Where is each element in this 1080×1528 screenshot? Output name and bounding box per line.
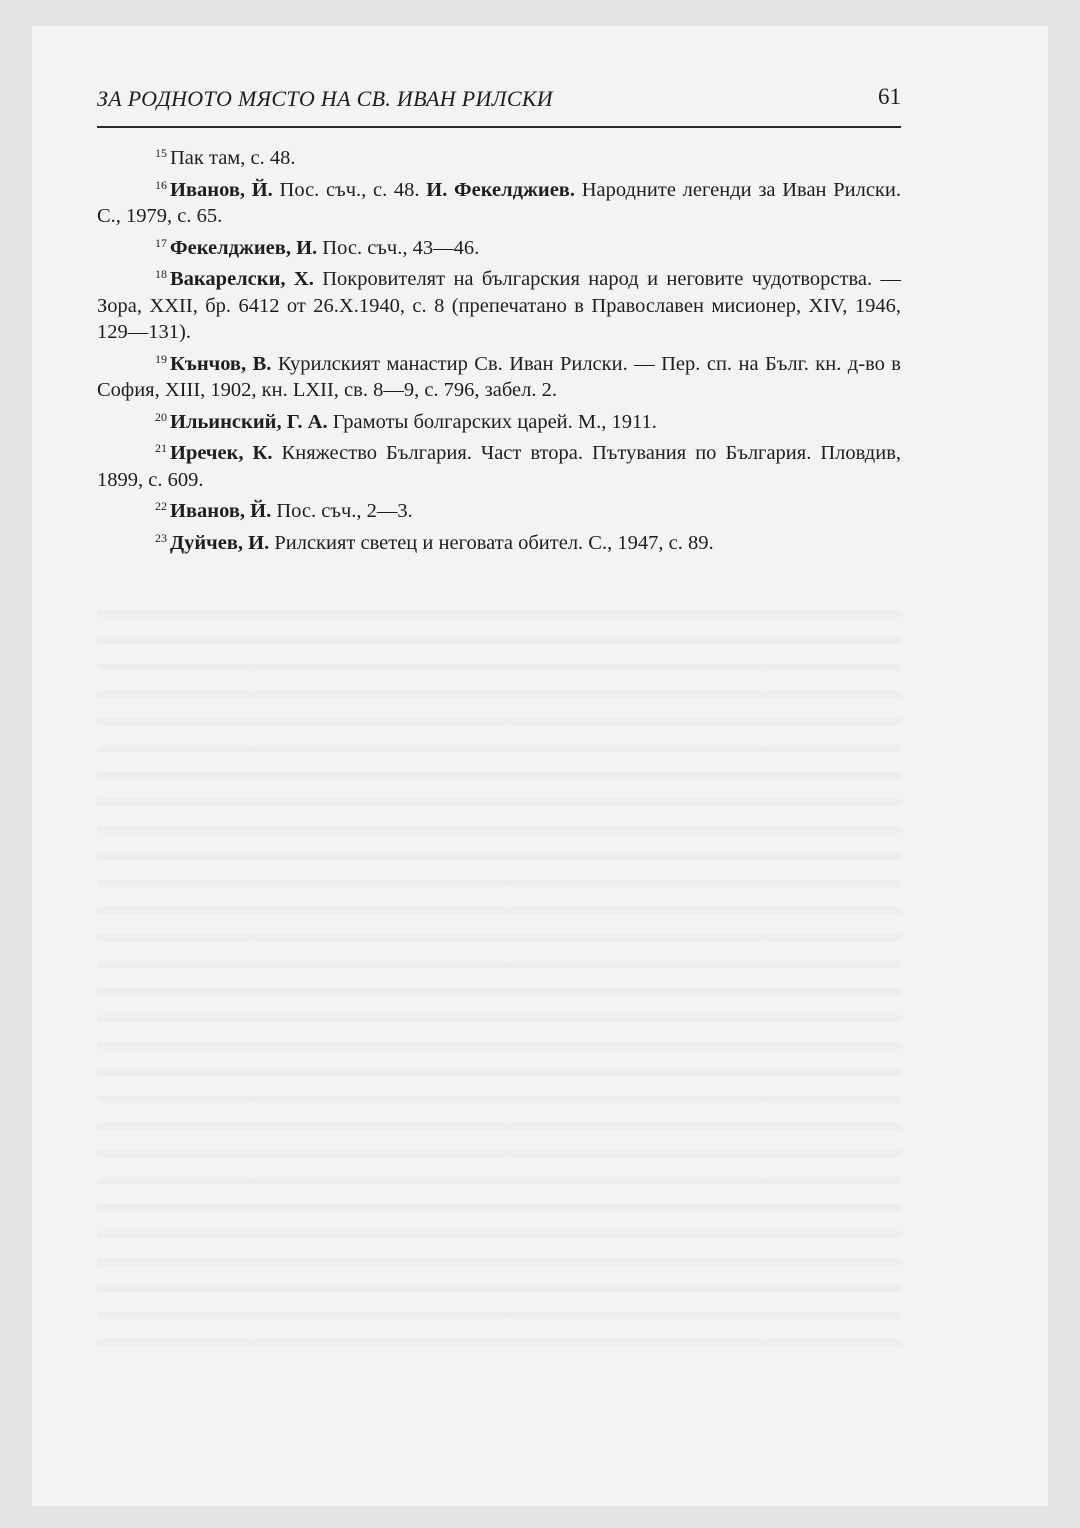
footnote-text: Пос. съч., 43—46. (317, 236, 480, 259)
footnote-text: Пак там, с. 48. (170, 147, 296, 169)
footnote (97, 525, 901, 557)
footnote-author: Дуйчев, И. (170, 531, 270, 554)
footnote-author: Ильинский, Г. А. (170, 410, 328, 433)
footnote-text: Пос. съч., 2—3. (271, 500, 413, 522)
footnote-author: Иванов, Й. (170, 500, 272, 522)
footnote-number: 20 (155, 409, 167, 424)
footnote-text: Княжество България. Част втора. Пътувания по България. Пловдив, 1899, с. 609. (97, 442, 901, 491)
footnote-author: Вакарелски, Х. (170, 268, 314, 290)
footnote-number: 23 (155, 530, 167, 545)
footnote-number: 22 (155, 499, 167, 513)
footnote-text: Пос. съч., с. 48. (272, 178, 427, 201)
footnote-text: Покровителят на българския народ и неговите чудотворства. — Зора, XXII, бр. 6412 от 26.X.1940, с. 8 (препечатано в Православен мисионер, XIV, 1946, 129—131). (97, 268, 901, 343)
footnote (97, 435, 901, 493)
footnote-number: 16 (155, 177, 167, 192)
footnote (97, 346, 901, 404)
footnote-author: Иречек, К. (170, 442, 273, 464)
footnote (97, 230, 901, 262)
footnote-text: Курилският манастир Св. Иван Рилски. — Пер. сп. на Бълг. кн. д-во в София, XIII, 1902, кн. LXII, св. 8—9, с. 796, забел. 2. (97, 352, 901, 401)
footnote-number: 21 (155, 441, 167, 455)
bleed-through-texture (97, 590, 901, 1350)
footnote-author: Иванов, Й. (170, 178, 273, 201)
footnote (97, 172, 901, 230)
footnote-author: Фекелджиев, И. (170, 236, 318, 259)
footnote-number: 15 (155, 146, 167, 160)
page-number: 61 (878, 84, 901, 109)
footnote (97, 140, 901, 172)
footnote-author: И. Фекелджиев. (426, 178, 575, 201)
running-header (97, 78, 901, 128)
footnote (97, 404, 901, 436)
footnote-number: 17 (155, 235, 167, 250)
footnote-number: 18 (155, 267, 167, 281)
footnotes (97, 140, 901, 556)
running-title: ЗА РОДНОТО МЯСТО НА СВ. ИВАН РИЛСКИ (97, 86, 553, 111)
footnote-text: Рилският светец и неговата обител. С., 1947, с. 89. (269, 531, 714, 554)
footnote (97, 261, 901, 346)
footnote-text: Народните легенди за Иван Рилски. С., 1979, с. 65. (97, 178, 901, 227)
footnote (97, 493, 901, 525)
footnote-text: Грамоты болгарских царей. М., 1911. (327, 410, 657, 433)
footnote-number: 19 (155, 351, 167, 366)
footnote-author: Кънчов, В. (170, 352, 272, 375)
